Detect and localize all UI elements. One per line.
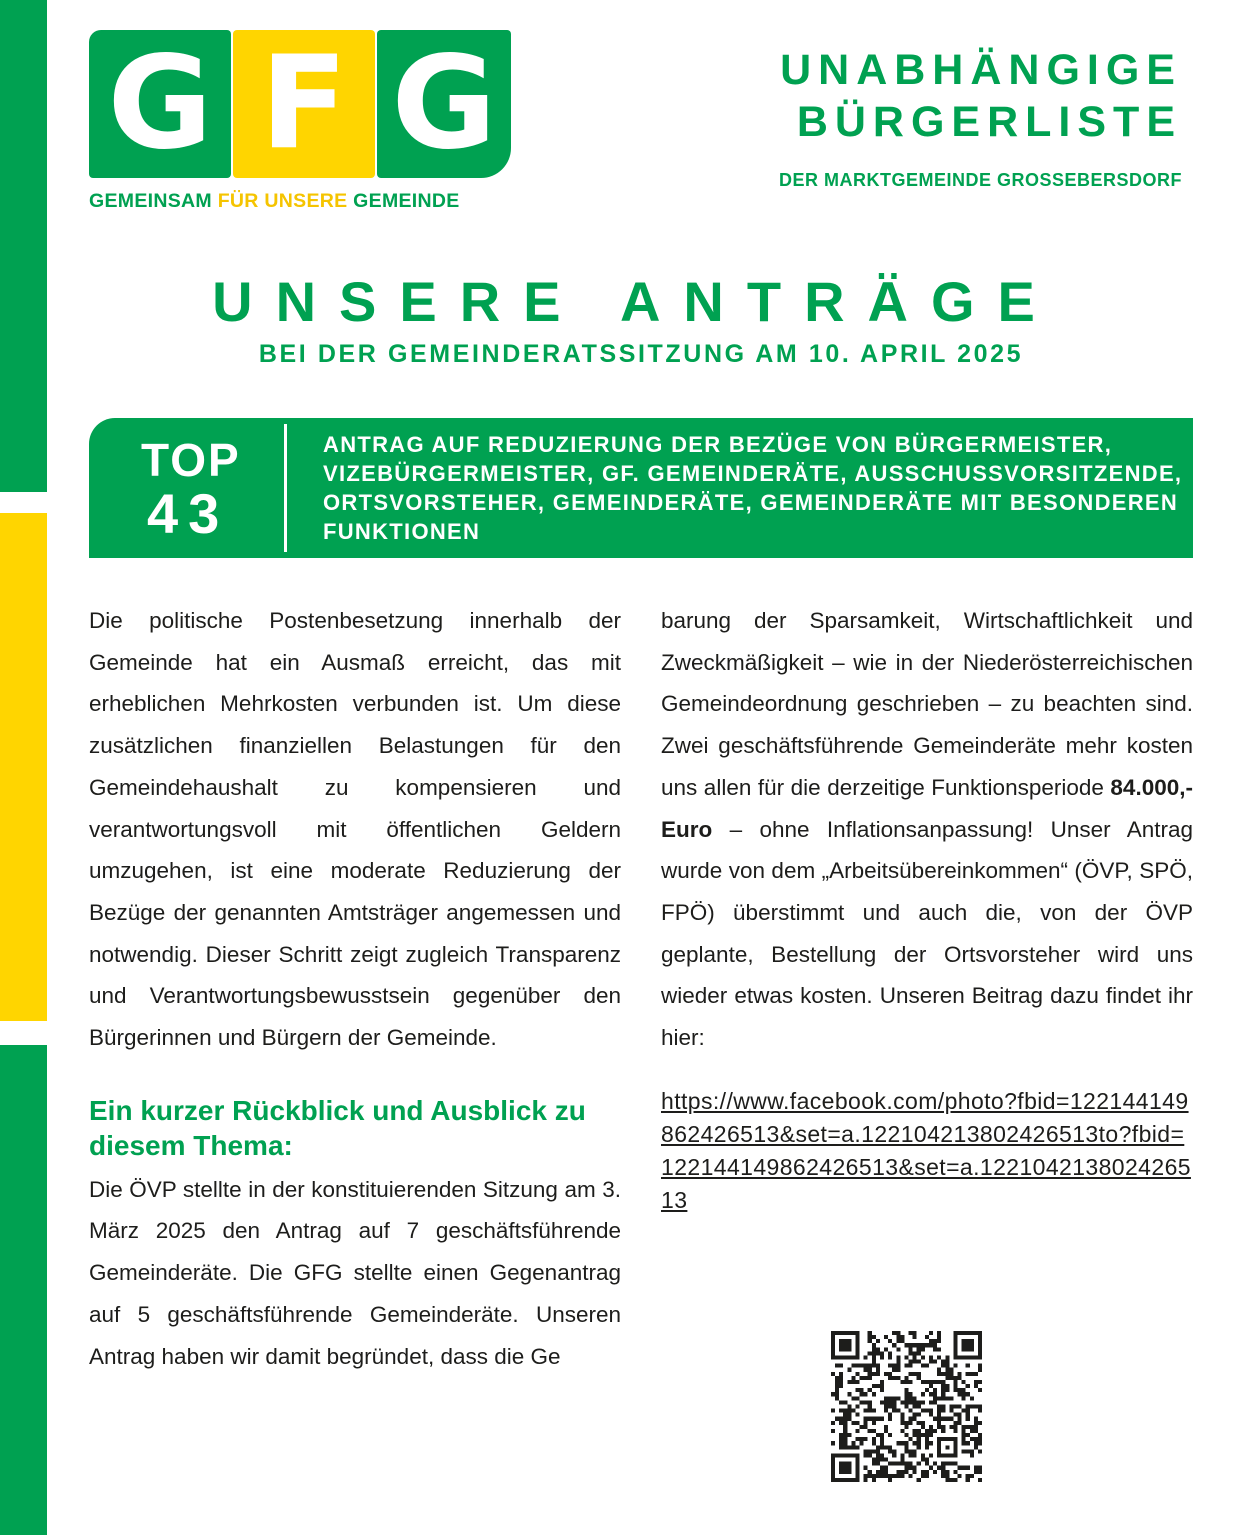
logo-box-g2 [377, 30, 511, 178]
intro-paragraph: Die politische Postenbesetzung innerhalb der Gemeinde hat ein Ausmaß erreicht, das mit erheblichen Mehrkosten verbunden ist. Um diese zusätzlichen finanziellen Belastungen für den Gemeindehaushalt zu kompensieren und verantwortungsvoll mit öffentlichen Geldern umzugehen, ist eine moderate Reduzierung der Bezüge der genannten Amtsträger angemessen und notwendig. Dieser Schritt zeigt zugleich Transparenz und Verantwortungsbewusstsein gegenüber den Bürgerinnen und Bürgern der Gemeinde. [89, 608, 621, 1051]
logo-tagline-part2: FÜR UNSERE [217, 190, 348, 212]
org-name-block [779, 44, 1182, 191]
logo-tagline [89, 190, 511, 213]
top-number: 43 [147, 482, 230, 545]
org-name-line2: BÜRGERLISTE [796, 98, 1182, 146]
logo-tagline-part3: GEMEINDE [353, 190, 460, 212]
side-stripe-green-bottom [0, 1045, 47, 1535]
facebook-link[interactable]: https://www.facebook.com/photo?fbid=122144149862426513&set=a.122104213802426513to?fbid=122144149862426513&set=a.122104213802426513 [661, 1087, 1191, 1213]
right-column [661, 600, 1193, 1217]
cost-amount: 84.000,- Euro [661, 774, 1193, 842]
agenda-item-banner [89, 418, 1193, 558]
continuation-text-part2: – ohne Inflationsanpassung! Unser Antrag wurde von dem „Arbeitsübereinkommen“ (ÖVP, SPÖ, FPÖ) überstimmt und auch die, von der ÖVP geplante, Bestellung der Ortsvorsteher wird uns wieder etwas kosten. Unseren Beitrag dazu findet ihr hier: [661, 816, 1193, 1051]
logo-letter-g1: G [107, 29, 213, 178]
agenda-item-title: ANTRAG AUF REDUZIERUNG DER BEZÜGE VON BÜRGERMEISTER, VIZEBÜRGERMEISTER, GF. GEMEINDERÄTE, AUSSCHUSSVORSITZENDE, ORTSVORSTEHER, GEMEINDERÄTE, GEMEINDERÄTE MIT BESONDEREN FUNKTIONEN [323, 432, 1183, 544]
logo-letter-f: F [260, 29, 348, 178]
continuation-paragraph [661, 600, 1193, 1059]
logo-tagline-part1: GEMEINSAM [89, 190, 212, 212]
qr-code-icon [831, 1331, 982, 1482]
org-subline: DER MARKTGEMEINDE GROSSEBERSDORF [778, 170, 1182, 190]
gfg-logo [89, 30, 511, 215]
side-stripe-green-top [0, 0, 47, 492]
logo-box-f [233, 30, 375, 178]
section-heading: Ein kurzer Rückblick und Ausblick zu diesem Thema: [89, 1094, 586, 1161]
logo-letter-g2: G [391, 29, 497, 178]
continuation-text-part1: barung der Sparsamkeit, Wirtschaftlichkeit und Zweckmäßigkeit – wie in der Niederösterreichischen Gemeindeordnung geschrieben – zu beachten sind. Zwei geschäftsführende Gemeinderäte mehr kosten uns allen für die derzeitige Funktionsperiode [661, 608, 1193, 800]
logo-box-g1 [89, 30, 231, 178]
side-stripe-yellow [0, 513, 47, 1021]
left-column [89, 600, 621, 1377]
org-name-line1: UNABHÄNGIGE [780, 46, 1182, 94]
page-title: UNSERE ANTRÄGE [212, 270, 1058, 333]
page-subtitle: BEI DER GEMEINDERATSSITZUNG AM 10. APRIL 2025 [258, 340, 1024, 368]
banner-divider [284, 424, 287, 552]
top-label: TOP [141, 434, 241, 486]
review-paragraph: Die ÖVP stellte in der konstituierenden Sitzung am 3. März 2025 den Antrag auf 7 geschäftsführende Gemeinderäte. Die GFG stellte einen Gegenantrag auf 5 geschäftsführende Gemeinderäte. Unseren Antrag haben wir damit begründet, dass die Ge [89, 1176, 621, 1369]
